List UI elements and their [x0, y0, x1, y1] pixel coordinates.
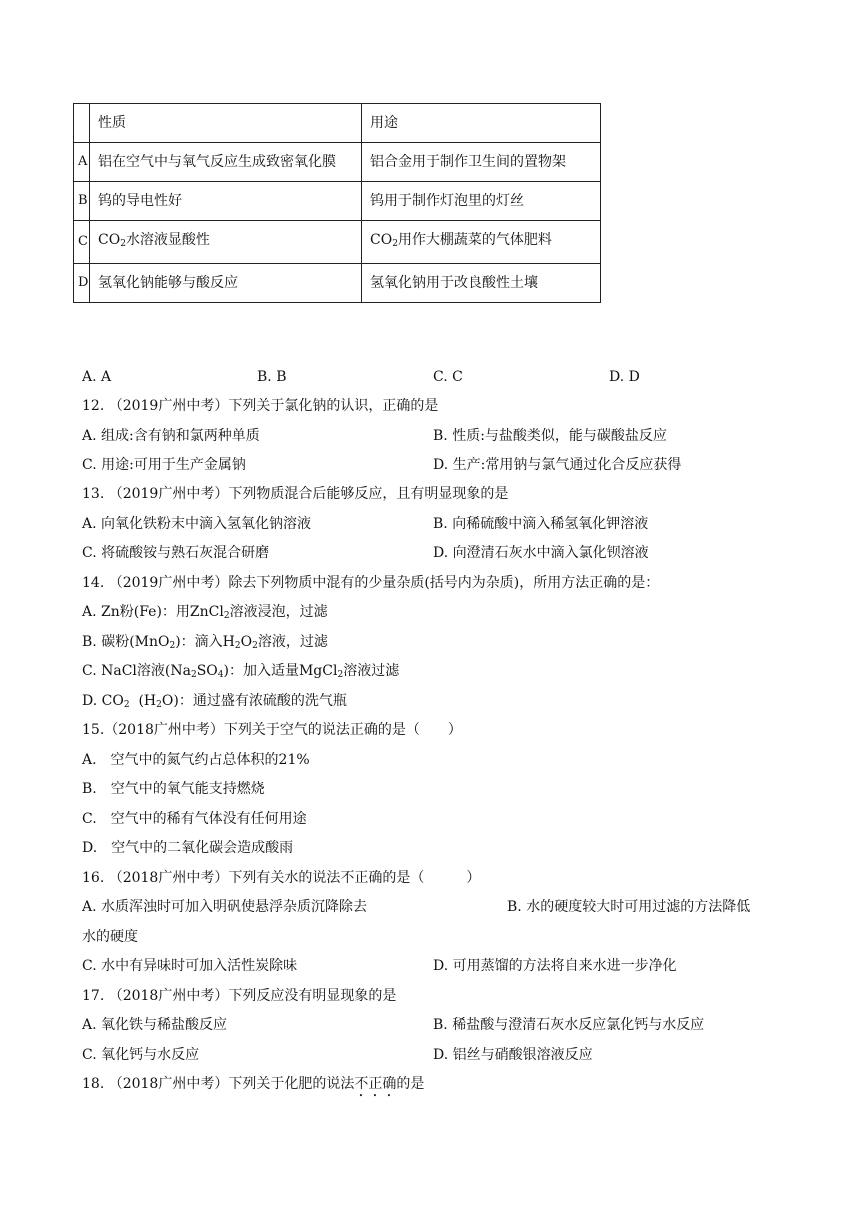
table-row — [74, 143, 601, 182]
text: 溶液，过滤 — [257, 634, 328, 650]
q11-option-c: C. C — [433, 369, 463, 385]
row-property — [90, 221, 362, 264]
subscript: 2 — [156, 700, 162, 710]
table-header-property: 性质 — [90, 104, 362, 143]
row-key: D — [74, 264, 90, 303]
subscript: 2 — [392, 239, 398, 249]
q15-option-c: C. 空气中的稀有气体没有任何用途 — [82, 811, 307, 827]
text: 水溶液显酸性 — [125, 232, 210, 248]
row-use: 氢氧化钠用于改良酸性土壤 — [362, 264, 601, 303]
text: 溶液过滤 — [343, 663, 400, 679]
q17-stem: 17. （2018广州中考）下列反应没有明显现象的是 — [82, 988, 397, 1004]
q15-option-b: B. 空气中的氧气能支持燃烧 — [82, 781, 265, 797]
q14-option-b — [82, 633, 328, 655]
row-property: 钨的导电性好 — [90, 182, 362, 221]
text: SO — [196, 663, 218, 679]
table-header-use: 用途 — [362, 104, 601, 143]
q15-option-d: D. 空气中的二氧化碳会造成酸雨 — [82, 840, 294, 856]
row-use: 钨用于制作灯泡里的灯丝 — [362, 182, 601, 221]
row-key: A — [74, 143, 90, 182]
text: )：加入适量MgCl — [223, 663, 338, 679]
q13-option-d: D. 向澄清石灰水中滴入氯化钡溶液 — [433, 545, 649, 561]
emphasized-text: 不正确 — [354, 1076, 397, 1092]
q17-option-d: D. 铝丝与硝酸银溶液反应 — [433, 1047, 593, 1063]
q11-option-d: D. D — [609, 369, 640, 385]
q12-stem: 12. （2019广州中考）下列关于氯化钠的认识，正确的是 — [82, 398, 439, 414]
q16-option-d: D. 可用蒸馏的方法将自来水进一步净化 — [433, 958, 677, 974]
q16-option-b: B. 水的硬度较大时可用过滤的方法降低 — [507, 899, 751, 915]
text: O — [240, 634, 253, 650]
subscript: 2 — [337, 670, 344, 680]
text: (H — [129, 693, 157, 709]
table-row — [74, 221, 601, 264]
formula-text: CO — [370, 232, 393, 248]
q11-option-b: B. B — [257, 369, 287, 385]
text: C. NaCl溶液(Na — [82, 663, 191, 679]
q12-option-d: D. 生产:常用钠与氯气通过化合反应获得 — [433, 457, 682, 473]
q12-option-b: B. 性质:与盐酸类似，能与碳酸盐反应 — [433, 428, 667, 444]
text: 的是 — [396, 1076, 425, 1092]
subscript: 2 — [169, 641, 176, 651]
q13-stem: 13. （2019广州中考）下列物质混合后能够反应，且有明显现象的是 — [82, 486, 509, 502]
text: )：滴入H — [175, 634, 235, 650]
q16-option-a: A. 水质浑浊时可加入明矾使悬浮杂质沉降除去 — [82, 899, 368, 915]
q13-option-c: C. 将硫酸铵与熟石灰混合研磨 — [82, 545, 270, 561]
text: O)：通过盛有浓硫酸的洗气瓶 — [161, 693, 347, 709]
row-key: C — [74, 221, 90, 264]
q14-option-a — [82, 603, 328, 625]
text: 溶液浸泡，过滤 — [229, 604, 328, 620]
row-property: 氢氧化钠能够与酸反应 — [90, 264, 362, 303]
text: 用作大棚蔬菜的气体肥料 — [397, 232, 552, 248]
table-cell — [74, 104, 90, 143]
q12-option-a: A. 组成:含有钠和氯两种单质 — [82, 428, 260, 444]
subscript: 2 — [223, 611, 230, 621]
property-use-table — [73, 103, 601, 303]
q17-option-a: A. 氧化铁与稀盐酸反应 — [82, 1017, 228, 1033]
table-header-row — [74, 104, 601, 143]
q18-stem — [82, 1075, 424, 1100]
table-row — [74, 182, 601, 221]
row-use — [362, 221, 601, 264]
q14-option-d — [82, 692, 347, 714]
q13-option-b: B. 向稀硫酸中滴入稀氢氧化钾溶液 — [433, 516, 649, 532]
q15-option-a: A. 空气中的氮气约占总体积的21% — [82, 752, 310, 768]
q16-stem: 16. （2018广州中考）下列有关水的说法不正确的是（ ） — [82, 870, 481, 886]
subscript: 2 — [120, 239, 126, 249]
q17-option-b: B. 稀盐酸与澄清石灰水反应氯化钙与水反应 — [433, 1017, 705, 1033]
q15-stem: 15.（2018广州中考）下列关于空气的说法正确的是（ ） — [82, 722, 462, 738]
text: A. Zn粉(Fe)：用ZnCl — [82, 604, 224, 620]
formula-text: CO — [98, 232, 121, 248]
text: 18. （2018广州中考）下列关于化肥的说法 — [82, 1076, 355, 1092]
q14-stem: 14. （2019广州中考）除去下列物质中混有的少量杂质(括号内为杂质)，所用方法正确的是： — [82, 575, 660, 591]
row-property: 铝在空气中与氧气反应生成致密氧化膜 — [90, 143, 362, 182]
q11-option-a: A. A — [82, 369, 112, 385]
q13-option-a: A. 向氧化铁粉末中滴入氢氧化钠溶液 — [82, 516, 312, 532]
subscript: 2 — [123, 700, 130, 710]
subscript: 2 — [252, 641, 258, 651]
subscript: 2 — [234, 641, 241, 651]
q14-option-c — [82, 662, 399, 684]
subscript: 4 — [217, 670, 224, 680]
text: D. CO — [82, 693, 124, 709]
table-row — [74, 264, 601, 303]
q12-option-c: C. 用途:可用于生产金属钠 — [82, 457, 246, 473]
row-key: B — [74, 182, 90, 221]
row-use: 铝合金用于制作卫生间的置物架 — [362, 143, 601, 182]
text: B. 碳粉(MnO — [82, 634, 170, 650]
q17-option-c: C. 氧化钙与水反应 — [82, 1047, 200, 1063]
subscript: 2 — [190, 670, 197, 680]
q16-option-b-cont: 水的硬度 — [82, 929, 138, 945]
q16-option-c: C. 水中有异味时可加入活性炭除味 — [82, 958, 298, 974]
